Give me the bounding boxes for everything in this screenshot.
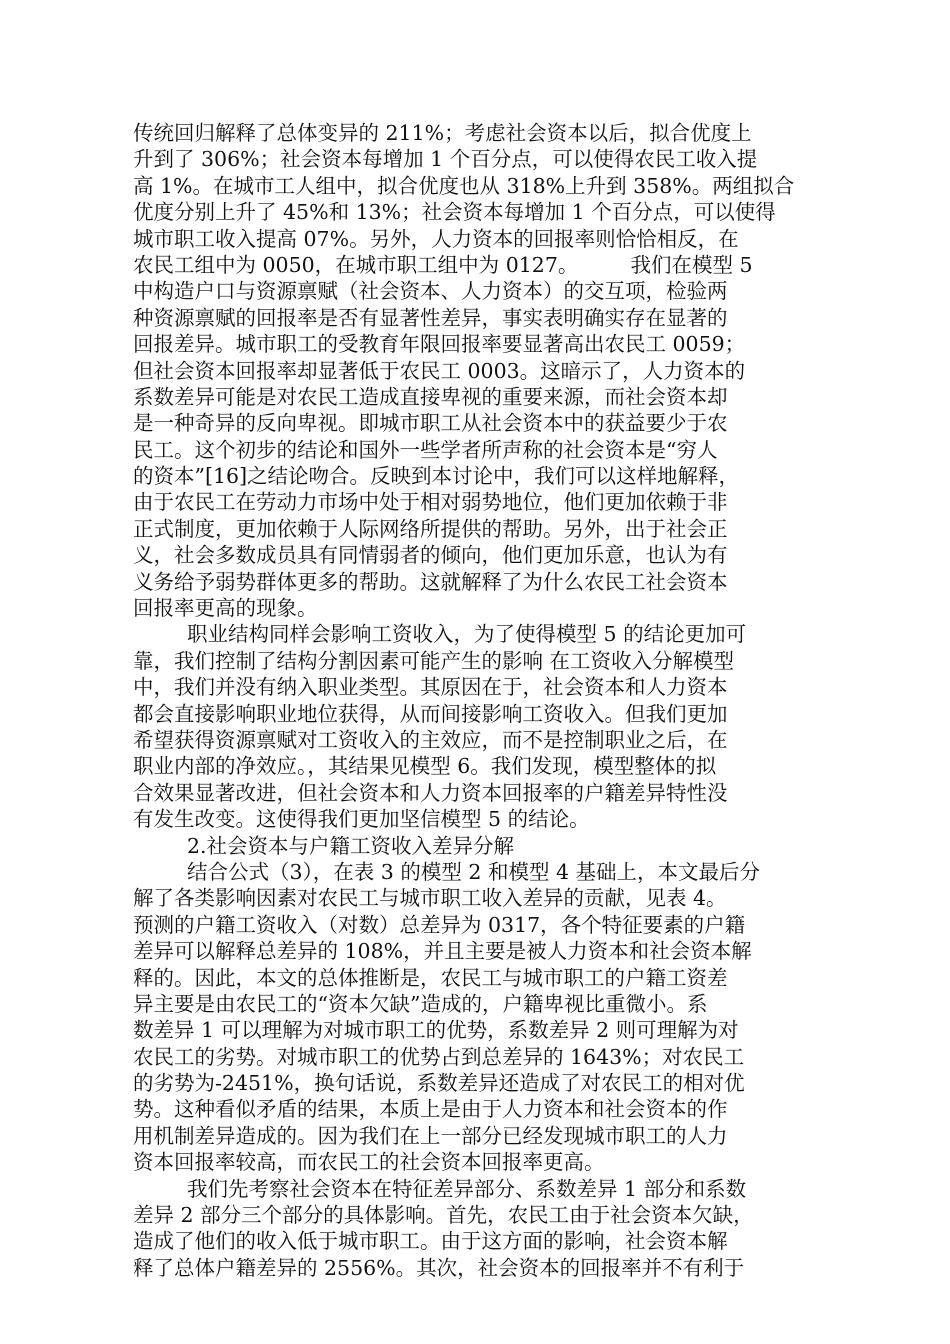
text-line: 民工。这个初步的结论和国外一些学者所声称的社会资本是“穷人	[133, 437, 718, 462]
text-line: 优度分别上升了 45%和 13%；社会资本每增加 1 个百分点，可以使得	[133, 200, 776, 225]
text-line: 解了各类影响因素对农民工与城市职工收入差异的贡献，见表 4。	[133, 886, 727, 911]
text-line: 是一种奇异的反向卑视。即城市职工从社会资本中的获益要少于农	[133, 411, 728, 436]
text-line: 的资本”[16]之结论吻合。反映到本讨论中，我们可以这样地解释，	[133, 464, 740, 489]
text-line: 都会直接影响职业地位获得，从而间接影响工资收入。但我们更加	[133, 701, 728, 726]
text-line: 差异 2 部分三个部分的具体影响。首先，农民工由于社会资本欠缺，	[133, 1203, 754, 1228]
text-line: 但社会资本回报率却显著低于农民工 0003。这暗示了，人力资本的	[133, 358, 746, 383]
text-line: 造成了他们的收入低于城市职工。由于这方面的影响，社会资本解	[133, 1229, 728, 1254]
text-line: 传统回归解释了总体变异的 211%；考虑社会资本以后，拟合优度上	[133, 121, 752, 145]
text-line: 种资源禀赋的回报率是否有显著性差异，事实表明确实存在显著的	[133, 305, 728, 330]
text-line: 希望获得资源禀赋对工资收入的主效应，而不是控制职业之后，在	[133, 727, 728, 752]
text-line: 释的。因此，本文的总体推断是，农民工与城市职工的户籍工资差	[133, 965, 728, 990]
text-line: 系数差异可能是对农民工造成直接卑视的重要来源，而社会资本却	[133, 384, 728, 409]
text-line: 预测的户籍工资收入（对数）总差异为 0317，各个特征要素的户籍	[133, 912, 746, 937]
text-line: 释了总体户籍差异的 2556%。其次，社会资本的回报率并不有利于	[133, 1255, 745, 1280]
text-line: 农民工组中为 0050，在城市职工组中为 0127。 我们在模型 5	[133, 252, 753, 277]
text-line: 中构造户口与资源禀赋（社会资本、人力资本）的交互项，检验两	[133, 279, 728, 304]
text-line: 数差异 1 可以理解为对城市职工的优势，系数差异 2 则可理解为对	[133, 1018, 739, 1043]
text-line: 中，我们并没有纳入职业类型。其原因在于，社会资本和人力资本	[133, 675, 728, 700]
text-line: 由于农民工在劳动力市场中处于相对弱势地位，他们更加依赖于非	[133, 490, 728, 515]
text-line: 结合公式（3），在表 3 的模型 2 和模型 4 基础上，本文最后分	[187, 859, 761, 884]
text-line: 义，社会多数成员具有同情弱者的倾向，他们更加乐意，也认为有	[133, 543, 728, 568]
text-line: 回报率更高的现象。	[133, 596, 318, 621]
text-line: 农民工的劣势。对城市职工的优势占到总差异的 1643%；对农民工	[133, 1044, 745, 1069]
text-line: 城市职工收入提高 07%。另外，人力资本的回报率则恰恰相反，在	[133, 226, 739, 251]
text-line: 合效果显著改进，但社会资本和人力资本回报率的户籍差异特性没	[133, 780, 728, 805]
text-line: 正式制度，更加依赖于人际网络所提供的帮助。另外，出于社会正	[133, 516, 728, 541]
text-line: 资本回报率较高，而农民工的社会资本回报率更高。	[133, 1150, 605, 1175]
text-line: 靠，我们控制了结构分割因素可能产生的影响 在工资收入分解模型	[133, 648, 735, 673]
document-body	[133, 120, 803, 1281]
text-line: 的劣势为-2451%，换句话说，系数差异还造成了对农民工的相对优	[133, 1071, 745, 1096]
text-line: 势。这种看似矛盾的结果，本质上是由于人力资本和社会资本的作	[133, 1097, 728, 1122]
text-line: 职业内部的净效应。，其结果见模型 6。我们发现，模型整体的拟	[133, 754, 717, 779]
text-line: 我们先考察社会资本在特征差异部分、系数差异 1 部分和系数	[187, 1176, 747, 1201]
text-line: 有发生改变。这使得我们更加坚信模型 5 的结论。	[133, 807, 590, 832]
text-line: 用机制差异造成的。因为我们在上一部分已经发现城市职工的人力	[133, 1123, 728, 1148]
text-line: 异主要是由农民工的“资本欠缺”造成的，户籍卑视比重微小。系	[133, 991, 708, 1016]
text-line: 2.社会资本与户籍工资收入差异分解	[187, 833, 515, 858]
text-line: 职业结构同样会影响工资收入，为了使得模型 5 的结论更加可	[187, 622, 747, 647]
text-line: 高 1%。在城市工人组中，拟合优度也从 318%上升到 358%。两组拟合	[133, 173, 795, 198]
text-line: 回报差异。城市职工的受教育年限回报率要显著高出农民工 0059；	[133, 332, 746, 357]
text-line: 义务给予弱势群体更多的帮助。这就解释了为什么农民工社会资本	[133, 569, 728, 594]
text-line: 差异可以解释总差异的 108%，并且主要是被人力资本和社会资本解	[133, 939, 752, 964]
text-line: 升到了 306%；社会资本每增加 1 个百分点，可以使得农民工收入提	[133, 147, 758, 172]
